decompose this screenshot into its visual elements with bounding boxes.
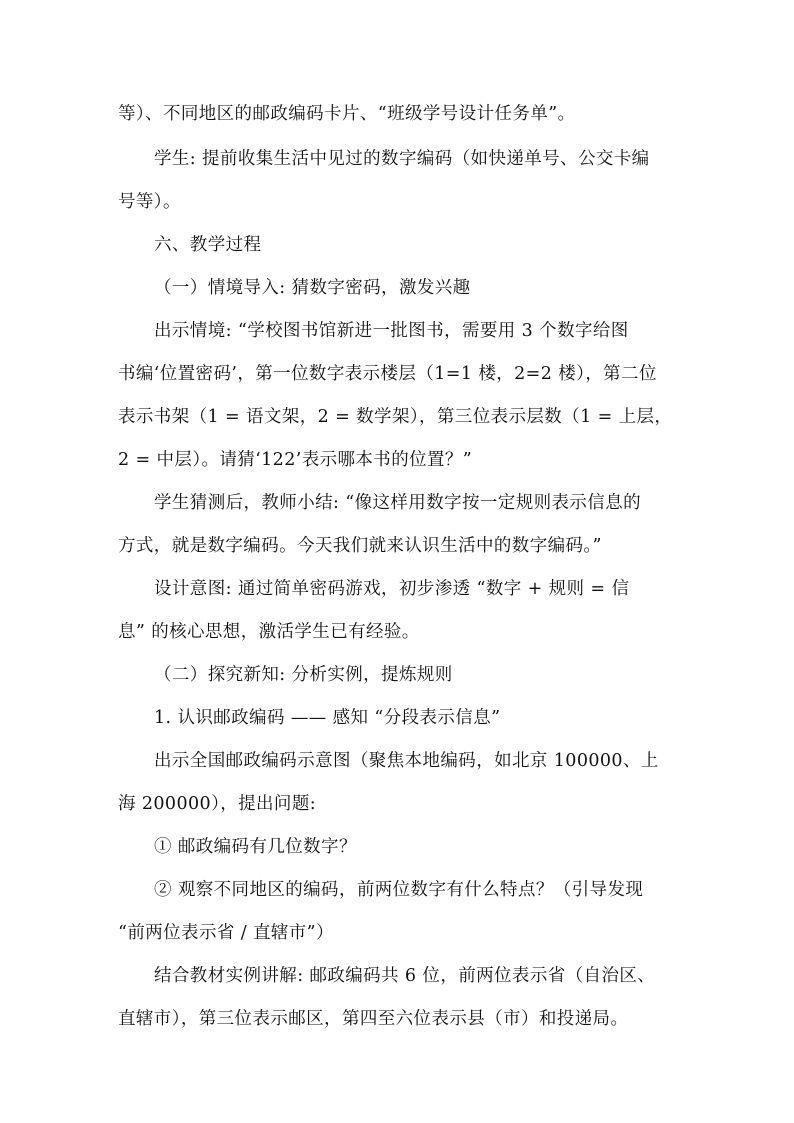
text-line: 学生猜测后，教师小结: “像这样用数字按一定规则表示信息的 [154, 493, 642, 513]
text-line: 出示全国邮政编码示意图（聚焦本地编码，如北京 100000、上 [154, 751, 659, 771]
text-line: 方式，就是数字编码。今天我们就来认识生活中的数字编码。” [118, 536, 602, 556]
text-line: 海 200000），提出问题: [118, 794, 317, 814]
text-line: “前两位表示省 / 直辖市”） [118, 923, 334, 943]
text-line: 直辖市），第三位表示邮区，第四至六位表示县（市）和投递局。 [118, 1009, 629, 1029]
text-line: 设计意图: 通过简单密码游戏，初步渗透 “数字 + 规则 = 信 [154, 579, 630, 599]
text-line: 息” 的核心思想，激活学生已有经验。 [118, 622, 420, 642]
section-heading: 六、教学过程 [154, 235, 262, 255]
text-line: 出示情境: “学校图书馆新进一批图书，需要用 3 个数字给图 [154, 321, 629, 341]
subsection-heading: （一）情境导入: 猜数字密码，激发兴趣 [154, 278, 471, 298]
list-item: ② 观察不同地区的编码，前两位数字有什么特点？（引导发现 [154, 880, 644, 900]
text-line: 结合教材实例讲解: 邮政编码共 6 位，前两位表示省（自治区、 [154, 966, 656, 986]
numbered-heading: 1. 认识邮政编码 —— 感知 “分段表示信息” [154, 708, 501, 728]
text-line: 书编‘位置密码’，第一位数字表示楼层（1=1 楼，2=2 楼），第二位 [118, 364, 657, 384]
subsection-heading: （二）探究新知: 分析实例，提炼规则 [154, 665, 453, 685]
text-line: 学生: 提前收集生活中见过的数字编码（如快递单号、公交卡编 [154, 149, 650, 169]
list-item: ① 邮政编码有几位数字？ [154, 837, 357, 857]
text-line: 表示书架（1 = 语文架，2 = 数学架），第三位表示层数（1 = 上层， [118, 407, 673, 427]
text-line: 2 = 中层）。请猜‘122’表示哪本书的位置？” [118, 450, 473, 470]
text-line: 号等）。 [118, 192, 181, 212]
text-line: 等）、不同地区的邮政编码卡片、“班级学号设计任务单”。 [118, 104, 576, 124]
